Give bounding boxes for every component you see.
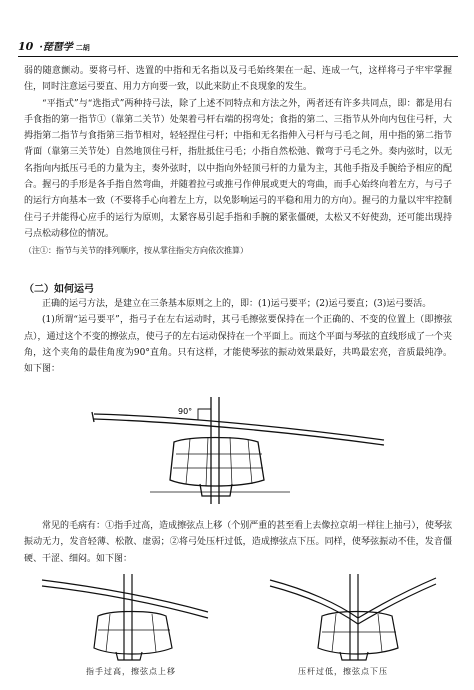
text-block-low bbox=[24, 518, 452, 567]
paragraph: 正确的运弓方法，是建立在三条基本原则之上的，即：(1)运弓要平；(2)运弓要直；(3)运弓要活。 bbox=[42, 299, 432, 309]
angle-label: 90° bbox=[178, 407, 193, 416]
bow-stick bbox=[42, 580, 208, 612]
text-block-mid bbox=[24, 296, 452, 377]
bow-too-low-figure bbox=[268, 572, 438, 662]
page-number: 10 bbox=[18, 40, 34, 53]
bow-hair bbox=[270, 584, 436, 624]
paragraph: 常见的毛病有：①指手过高，造成擦弦点上移（个别严重的甚至看上去像拉京胡一样往上抽弓），使琴弦振动无力，发音轻薄、松散、虚弱；②将弓处压杆过低，造成擦弦点下压。同样，使琴弦振动不佳，发音僵硬、干涩、细闷。如下图： bbox=[24, 521, 452, 564]
paragraph: (1)所谓“运弓要平”，指弓子在左右运动时，其弓毛擦弦要保持在一个正确的、不变的位置上（即擦弦点），通过这个不变的擦弦点，使弓子的左右运动保持在一个平面上。而这个平面与琴弦的直线形成了一个夹角，这个夹角的最佳角度为90°直角。只有这样，才能使琴弦的振动效果最好，共鸣最宏亮，音质最纯净。如下图： bbox=[24, 315, 452, 375]
bow-angle-figure bbox=[90, 392, 390, 510]
bow-stick bbox=[94, 414, 384, 440]
paragraph: “平指式”与“选指式”两种持弓法，除了上述不同特点和方法之外，两者还有许多共同点，即：都是用右手食指的第一指节①（靠第二关节）处架着弓杆右端的拐弯处；食指的第二、三指节从外向内包住弓杆，大拇指第二指节与食指第三指节相对，轻轻捏住弓杆；中指和无名指伸入弓杆与弓毛之间，用中指的第二指节背面（靠第三关节处）自然地顶住弓杆，指肚抵住弓毛；小指自然松弛、微弯于弓毛之外。奏内弦时，以无名指向内抵压弓毛的力量为主，奏外弦时，以中指向外轻顶弓杆的力量为主，其他手指及手腕给予相应的配合。握弓的手形是各手指自然弯曲，并随着拉弓或推弓作伸展或更大的弯曲，而手心始终向着左方，与弓子的运行方向基本一致（不要将手心向着左上方，以免影响运弓的平稳和用力的方向）。握弓的力量以牢牢控制住弓子并能得心应手的运行为原则，太紧容易引起手指和手腕的紧张僵硬，太松又不好使劲，还可能出现持弓点松动移位的情况。 bbox=[24, 98, 452, 239]
figure-caption-right: 压杆过低，擦弦点下压 bbox=[298, 667, 388, 676]
resonator-body bbox=[94, 612, 172, 655]
text-block-top bbox=[24, 63, 452, 258]
running-header bbox=[18, 38, 458, 57]
paragraph: 弱的随意颤动。要将弓杆、选置的中指和无名指以及弓毛始终架在一起、连成一气，这样将弓子牢牢掌握住，同时注意运弓要直、用力方向要一致，以此来防止不良现象的发生。 bbox=[24, 66, 452, 93]
bow-too-high-figure bbox=[40, 572, 210, 662]
book-title: ·琵琶学 bbox=[39, 42, 73, 53]
section-heading: （二）如何运弓 bbox=[24, 284, 94, 295]
series-label: 二胡 bbox=[75, 43, 90, 52]
bow-hair bbox=[42, 586, 208, 618]
footnote: （注①：指节与关节的排列顺序，按从掌往指尖方向依次推算） bbox=[24, 246, 248, 256]
figure-caption-left: 指手过高，擦弦点上移 bbox=[86, 667, 176, 676]
